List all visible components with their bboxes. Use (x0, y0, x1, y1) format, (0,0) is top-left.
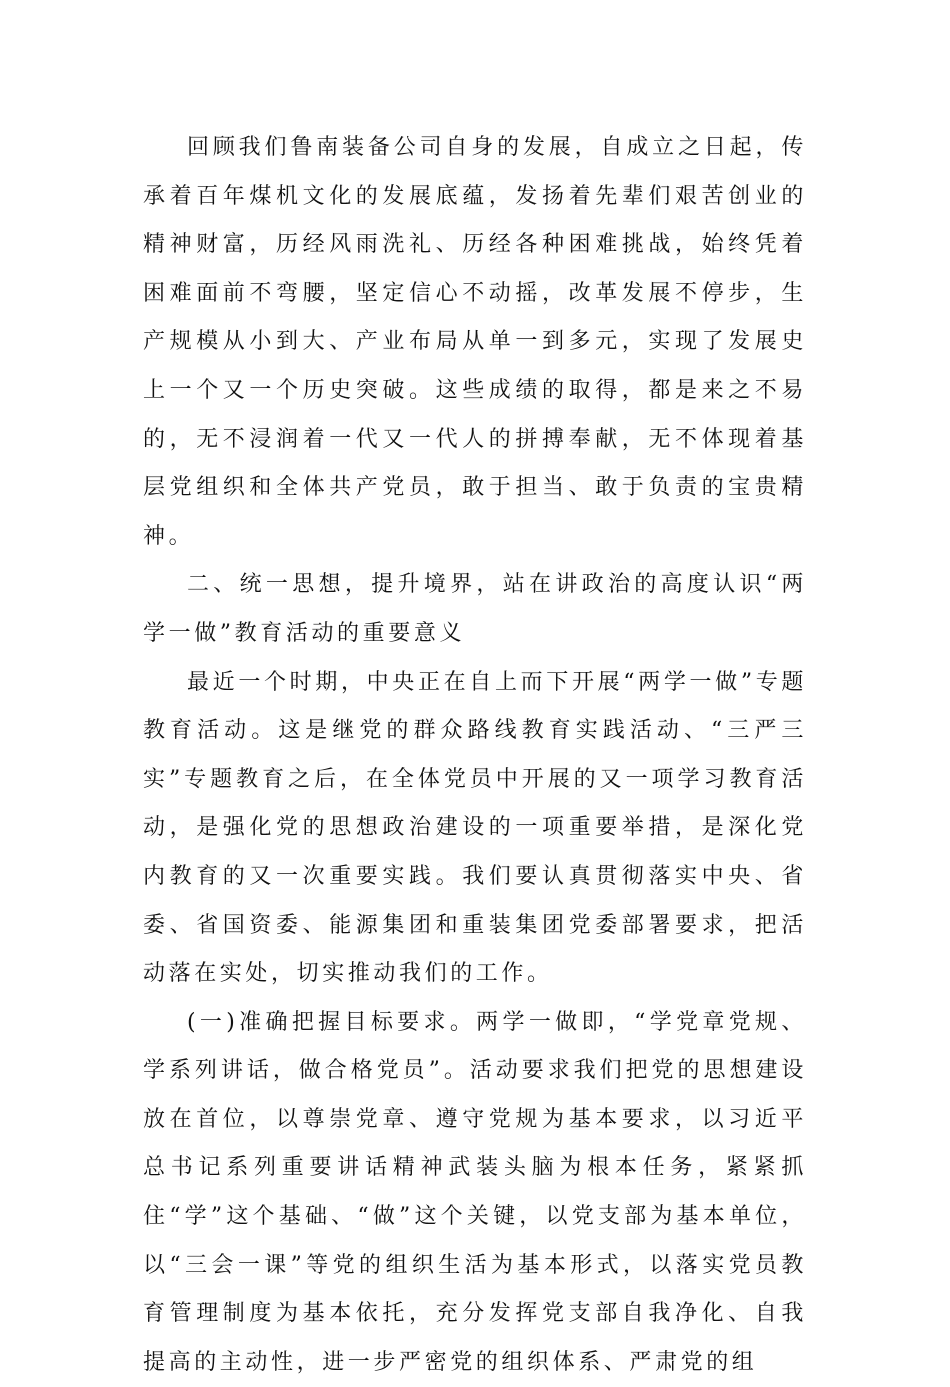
paragraph-development-history: 回顾我们鲁南装备公司自身的发展，自成立之日起，传承着百年煤机文化的发展底蕴，发扬着先辈们艰苦创业的精神财富，历经风雨洗礼、历经各种困难挑战，始终凭着困难面前不弯腰，坚定信心不动摇，改革发展不停步，生产规模从小到大、产业布局从单一到多元，实现了发展史上一个又一个历史突破。这些成绩的取得，都是来之不易的，无不浸润着一代又一代人的拼搏奉献，无不体现着基层党组织和全体共产党员，敢于担当、敢于负责的宝贵精神。 (143, 135, 807, 549)
paragraph-education-campaign: 最近一个时期，中央正在自上而下开展“两学一做”专题教育活动。这是继党的群众路线教育实践活动、“三严三实”专题教育之后，在全体党员中开展的又一项学习教育活动，是强化党的思想政治建设的一项重要举措，是深化党内教育的又一次重要实践。我们要认真贯彻落实中央、省委、省国资委、能源集团和重装集团党委部署要求，把活动落在实处，切实推动我们的工作。 (143, 669, 807, 987)
document-body (143, 124, 807, 1387)
section-heading-two: 二、统一思想，提升境界，站在讲政治的高度认识“两学一做”教育活动的重要意义 (143, 572, 807, 646)
paragraph-target-requirements: (一)准确把握目标要求。两学一做即，“学党章党规、学系列讲话，做合格党员”。活动要求我们把党的思想建设放在首位，以尊崇党章、遵守党规为基本要求，以习近平总书记系列重要讲话精神武装头脑为根本任务，紧紧抓住“学”这个基础、“做”这个关键，以党支部为基本单位，以“三会一课”等党的组织生活为基本形式，以落实党员教育管理制度为基本依托，充分发挥党支部自我净化、自我提高的主动性，进一步严密党的组织体系、严肃党的组 (143, 1009, 807, 1375)
